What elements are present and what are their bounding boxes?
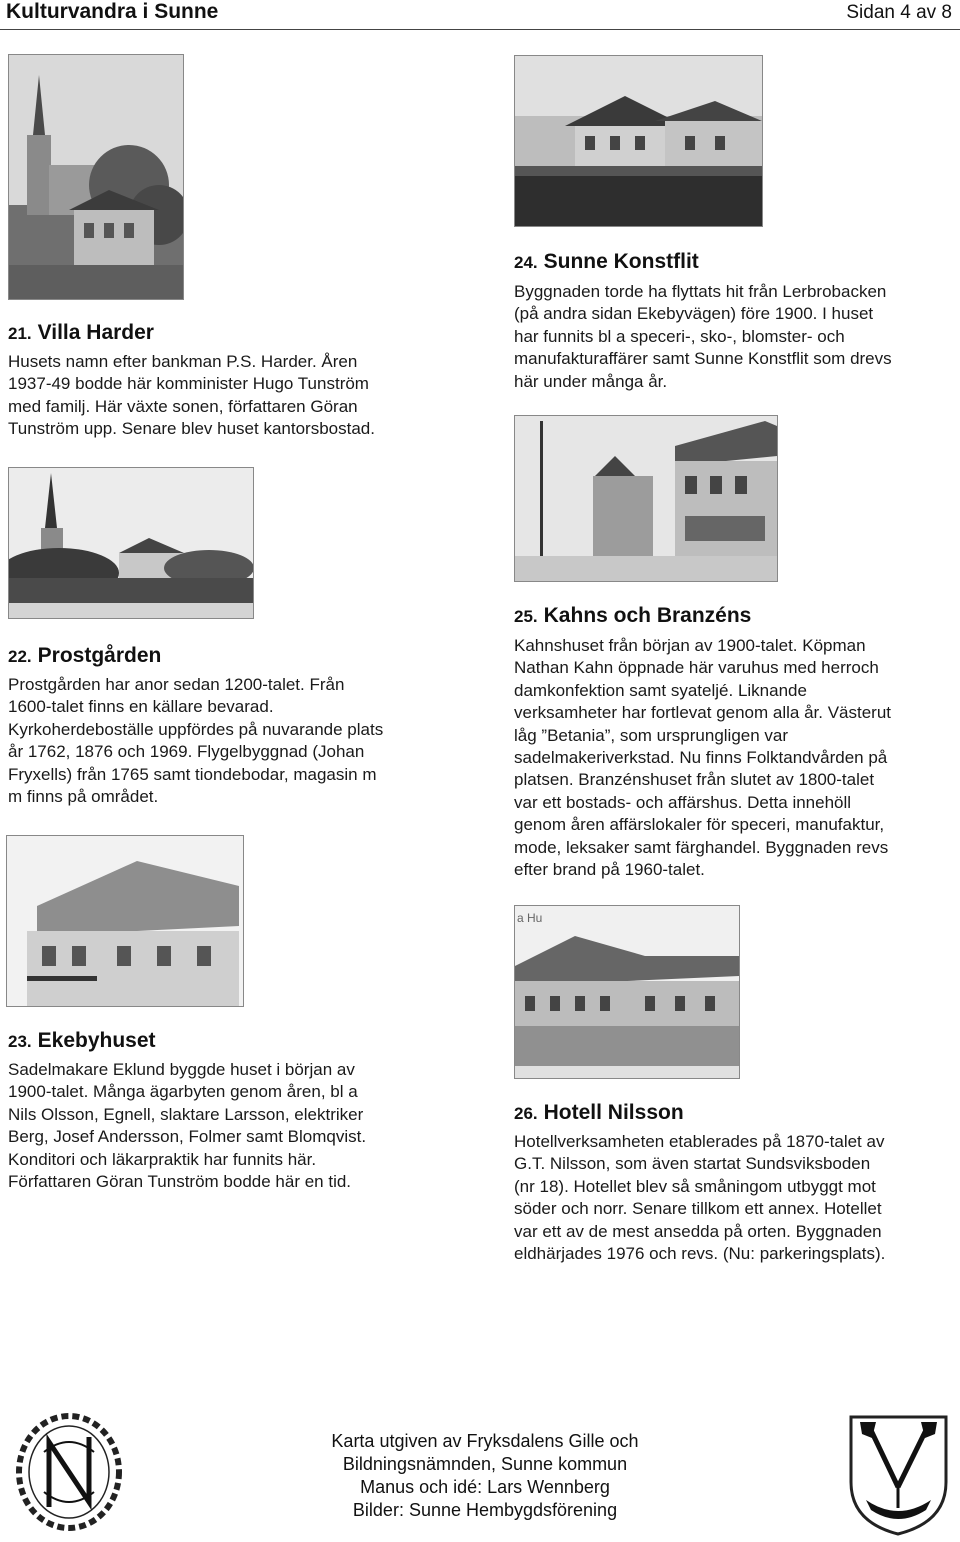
section-22-title: 22. Prostgården <box>8 644 162 667</box>
section-24-title: 24. Sunne Konstflit <box>514 250 699 273</box>
monogram-emblem-icon <box>14 1412 124 1532</box>
footer-credits: Karta utgiven av Fryksdalens Gille och Bildningsnämnden, Sunne kommun Manus och idé: Lars Wennberg Bilder: Sunne Hembygdsförening <box>331 1431 639 1520</box>
page-number: Sidan 4 av 8 <box>846 2 952 23</box>
section-26-title: 26. Hotell Nilsson <box>514 1101 684 1124</box>
section-26-body: Hotellverksamheten etablerades på 1870-talet av G.T. Nilsson, som även startat Sundsviksboden (nr 18). Hotellet blev så småningom utbyggt mot söder och norr. Senare tillkom ett annex. Hotellet var ett av de mest ansedda på orten. Byggnaden eldhärjades 1976 och revs. (Nu: parkeringsplats). <box>514 1132 886 1264</box>
page-title: Kulturvandra i Sunne <box>6 0 219 23</box>
photo-ekebyhuset <box>6 835 244 1007</box>
section-25-title: 25. Kahns och Branzéns <box>514 604 752 627</box>
section-23-body: Sadelmakare Eklund byggde huset i början av 1900-talet. Många ägarbyten genom åren, bl a Nils Olsson, Egnell, slaktare Larsson, elektriker Berg, Josef Andersson, Folmer samt Blomqvist. Konditori och läkarpraktik har funnits här. Författaren Göran Tunström bodde här en tid. <box>8 1060 367 1192</box>
photo-sunne-konstflit <box>514 55 763 227</box>
coat-of-arms-icon <box>846 1412 951 1537</box>
photo-hotell-nilsson <box>514 905 740 1079</box>
photo-kahns-branzens <box>514 415 778 582</box>
section-22-body: Prostgården har anor sedan 1200-talet. Från 1600-talet finns en källare bevarad. Kyrkoherdeboställe uppfördes på nuvarande plats år 1762, 1876 och 1969. Flygelbyggnad (Johan Fryxells) från 1765 samt tiondebodar, magasin m m finns på området. <box>8 675 384 807</box>
photo-villa-harder <box>8 54 184 300</box>
photo-caption-text: a Hu <box>517 911 543 925</box>
section-24-body: Byggnaden torde ha flyttats hit från Lerbrobacken (på andra sidan Ekebyvägen) före 1900. I huset har funnits bl a speceri-, sko-, blomster- och manufakturaffärer samt Sunne Konstflit som drevs här under många år. <box>514 282 892 391</box>
section-25-body: Kahnshuset från början av 1900-talet. Köpman Nathan Kahn öppnade här varuhus med herroch damkonfektion samt syateljé. Liknande verksamheter har fortlevat genom alla år. Västerut låg ”Betania”, som ursprungligen var sadelmakeriverkstad. Nu finns Folktandvården på platsen. Branzénshuset från slutet av 1800-talet var ett bostads- och affärshus. Detta innehöll genom åren affärslokaler för speceri, manufaktur, mode, leksaker samt färghandel. Byggnaden revs efter brand på 1960-talet. <box>514 636 892 880</box>
photo-prostgarden <box>8 467 254 619</box>
section-23-title: 23. Ekebyhuset <box>8 1029 156 1052</box>
section-21-body: Husets namn efter bankman P.S. Harder. Åren 1937-49 bodde här komminister Hugo Tunström med familj. Här växte sonen, författaren Göran Tunström upp. Senare blev huset kantorsbostad. <box>8 352 375 439</box>
section-21-title: 21. Villa Harder <box>8 321 154 344</box>
header-divider <box>0 29 960 30</box>
